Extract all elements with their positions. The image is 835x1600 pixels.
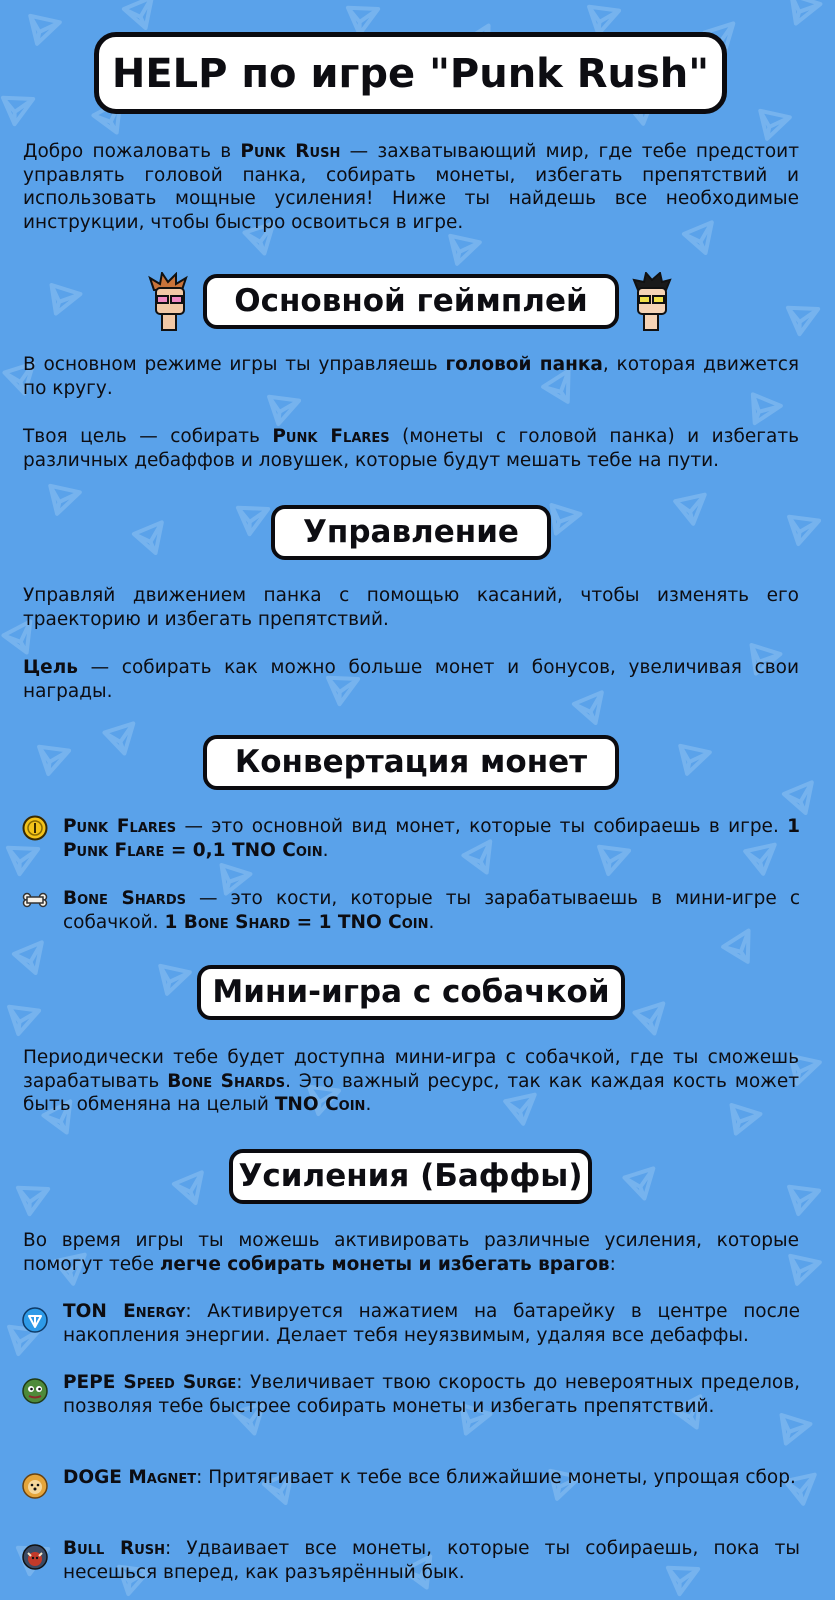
minigame-text-end: .: [365, 1094, 372, 1115]
gameplay-text-rest: , которая движется по кругу.: [23, 354, 799, 399]
conversion-item-bone-shards: [20, 887, 800, 934]
pepe-speed-surge-description: [63, 1371, 800, 1418]
ton-energy-label: TON Energy: [63, 1301, 186, 1322]
doge-magnet-desc: : Притягивает к тебе все ближайшие монеты, упрощая сбор.: [196, 1467, 796, 1488]
bone-shards-rate: 1 Bone Shard = 1 TNO Coin: [164, 911, 429, 933]
buffs-intro-end: :: [609, 1253, 616, 1275]
bull-rush-desc: : Удваивает все монеты, которые ты собираешь, пока ты несешься вперед, как разъярённый бык.: [63, 1538, 800, 1583]
tno-coin-name: TNO Coin: [274, 1094, 366, 1115]
controls-paragraph-2: [23, 656, 799, 703]
doge-magnet-label: DOGE Magnet: [63, 1467, 197, 1488]
buffs-heading: Усиления (Баффы): [229, 1149, 592, 1204]
ton-energy-icon: [22, 1307, 48, 1333]
intro-text: Добро пожаловать в: [23, 141, 241, 162]
minigame-heading: Мини-игра с собачкой: [197, 965, 625, 1020]
doge-magnet-description: [63, 1466, 800, 1490]
controls-paragraph-1: Управляй движением панка с помощью касаний, чтобы изменять его траекторию и избегать препятствий.: [23, 585, 799, 630]
bone-shards-end: .: [428, 911, 435, 933]
pepe-speed-surge-desc: : Увеличивает твою скорость до невероятных пределов, позволяя тебе быстрее собирать монеты и избегать препятствий.: [63, 1372, 800, 1417]
bone-shards-description: [63, 887, 800, 934]
controls-heading: Управление: [271, 505, 551, 560]
intro-text-rest: — захватывающий мир, где тебе предстоит управлять головой панка, собирать монеты, избегать препятствий и использовать мощные усиления! Ниже ты найдешь все необходимые инструкции, чтобы быстро освоиться в игре.: [23, 141, 799, 233]
doge-icon: [22, 1473, 48, 1499]
bone-shards-name: Bone Shards: [167, 1070, 286, 1092]
punk-flares-end: .: [322, 839, 329, 861]
gameplay-goal-text: Твоя цель — собирать: [23, 426, 273, 447]
ton-energy-desc: : Активируется нажатием на батарейку в центре после накопления энергии. Делает тебя неуязвимым, удаляя все дебаффы.: [63, 1301, 800, 1346]
minigame-text-mid: . Это важный ресурс, так как каждая кость может быть обменяна на целый: [23, 1070, 799, 1115]
ton-energy-description: [63, 1300, 800, 1347]
intro-paragraph: [23, 140, 799, 234]
bull-rush-description: [63, 1537, 800, 1584]
bone-shards-desc: — это кости, которые ты зарабатываешь в мини-игре с собачкой.: [63, 888, 800, 933]
gameplay-heading: Основной геймплей: [203, 274, 619, 329]
controls-goal-text: — собирать как можно больше монет и бонусов, увеличивая свои награды.: [23, 657, 799, 702]
gameplay-paragraph-2: [23, 425, 799, 472]
buffs-intro-paragraph: [23, 1229, 799, 1276]
minigame-text: Периодически тебе будет доступна мини-игра с собачкой, где ты сможешь зарабатывать: [23, 1047, 799, 1092]
buff-item-bull-rush: [20, 1537, 800, 1584]
bone-shards-label: Bone Shards: [63, 888, 186, 909]
buffs-intro-text: Во время игры ты можешь активировать различные усиления, которые помогут тебе: [23, 1230, 799, 1275]
punk-flares-name: Punk Flares: [272, 426, 390, 447]
gameplay-text: В основном режиме игры ты управляешь: [23, 354, 446, 375]
pepe-icon: [22, 1378, 48, 1404]
punk-head-left-icon: [148, 272, 192, 332]
punk-flares-desc: — это основной вид монет, которые ты собираешь в игре.: [176, 816, 788, 837]
gameplay-paragraph-1: [23, 353, 799, 400]
punk-head-right-icon: [630, 272, 674, 332]
minigame-paragraph: [23, 1046, 799, 1117]
buff-item-doge-magnet: [20, 1466, 800, 1490]
buffs-intro-bold: легче собирать монеты и избегать врагов: [159, 1253, 610, 1275]
buff-item-ton-energy: [20, 1300, 800, 1347]
goal-label: Цель: [23, 657, 78, 678]
gameplay-bold-text: головой панка: [445, 354, 603, 375]
bone-icon: [22, 887, 48, 913]
pepe-speed-surge-label: PEPE Speed Surge: [63, 1372, 237, 1393]
punk-flares-rate: 1 Punk Flare = 0,1 TNO Coin: [63, 816, 800, 861]
brand-name: Punk Rush: [240, 141, 341, 162]
coin-icon: [22, 815, 48, 841]
punk-flares-description: [63, 815, 800, 862]
bull-icon: [22, 1544, 48, 1570]
buff-item-pepe-speed-surge: [20, 1371, 800, 1418]
page-title: HELP по игре "Punk Rush": [94, 32, 727, 114]
punk-flares-label: Punk Flares: [63, 816, 177, 837]
bull-rush-label: Bull Rush: [63, 1538, 166, 1559]
gameplay-goal-rest: (монеты с головой панка) и избегать различных дебаффов и ловушек, которые будут мешать тебе на пути.: [23, 426, 799, 471]
conversion-heading: Конвертация монет: [203, 735, 619, 790]
conversion-item-punk-flares: [20, 815, 800, 862]
